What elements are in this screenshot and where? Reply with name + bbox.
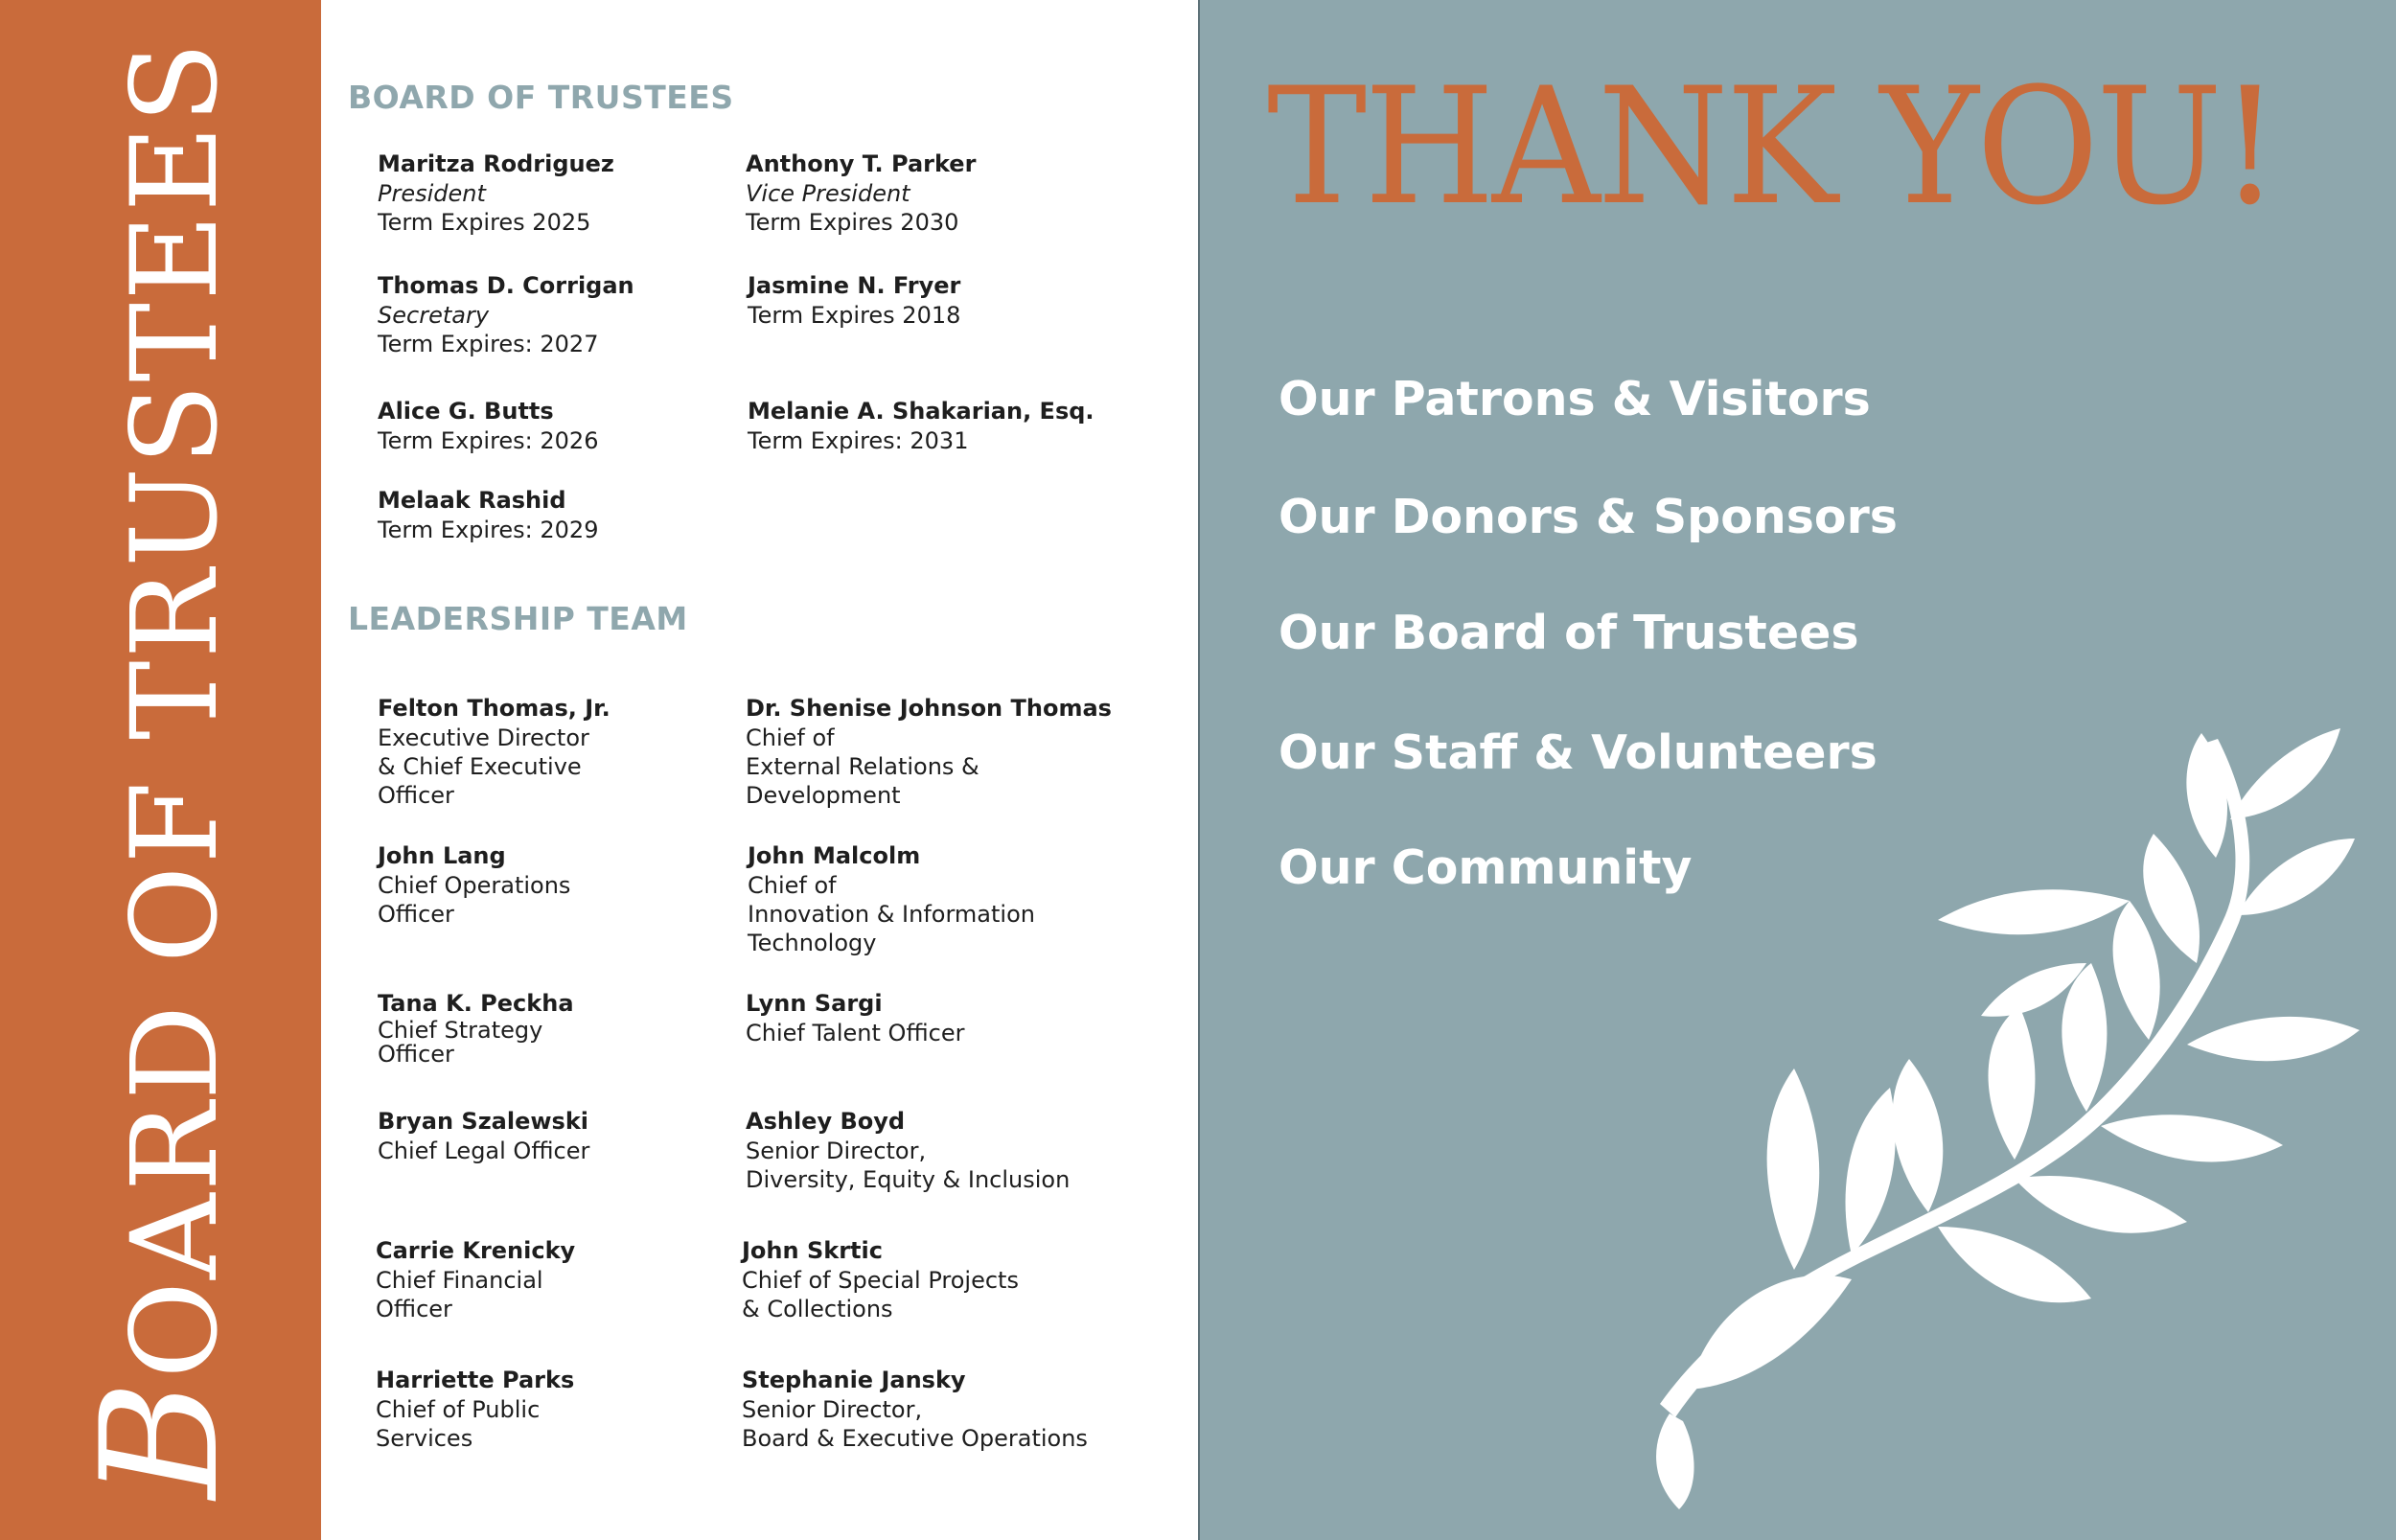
leader bbox=[746, 988, 1129, 1047]
leader-title-line: Officer bbox=[376, 1296, 452, 1322]
leader bbox=[742, 1235, 1125, 1323]
board-member bbox=[748, 270, 1131, 330]
leader-title-line: Services bbox=[376, 1425, 473, 1452]
board-heading: BOARD OF TRUSTEES bbox=[348, 79, 734, 116]
leader-name: Ashley Boyd bbox=[746, 1108, 906, 1135]
sidebar-panel bbox=[0, 0, 321, 1540]
thank-you-item: Our Donors & Sponsors bbox=[1279, 490, 1898, 544]
leader bbox=[378, 988, 761, 1067]
member-name: Jasmine N. Fryer bbox=[748, 272, 961, 299]
board-member bbox=[746, 149, 1129, 237]
leader bbox=[378, 1106, 761, 1165]
leader-name: Tana K. Peckha bbox=[378, 990, 574, 1017]
member-term: Term Expires 2030 bbox=[746, 209, 959, 236]
leader-title-line: Officer bbox=[378, 1041, 454, 1068]
member-term: Term Expires: 2026 bbox=[378, 427, 599, 454]
leader bbox=[376, 1365, 759, 1453]
leader-title-line: Innovation & Information bbox=[748, 901, 1035, 928]
leader-title-line: Officer bbox=[378, 782, 454, 809]
leader-name: Carrie Krenicky bbox=[376, 1237, 576, 1264]
roster-panel bbox=[321, 0, 1198, 1540]
leader-name: Stephanie Jansky bbox=[742, 1367, 966, 1393]
member-name: Melaak Rashid bbox=[378, 487, 566, 514]
member-role: Secretary bbox=[378, 302, 490, 329]
leader-title-line: Chief Strategy bbox=[378, 1017, 543, 1044]
leader bbox=[378, 840, 761, 929]
leader bbox=[376, 1235, 759, 1323]
member-term: Term Expires: 2027 bbox=[378, 331, 599, 357]
leader-title-line: Chief of bbox=[748, 872, 837, 899]
leader bbox=[378, 693, 761, 810]
member-term: Term Expires 2025 bbox=[378, 209, 591, 236]
leader-title-line: Chief of Special Projects bbox=[742, 1267, 1019, 1294]
member-name: Anthony T. Parker bbox=[746, 150, 977, 177]
leader-title-line: Senior Director, bbox=[746, 1138, 927, 1164]
leader-title-line: Chief of Public bbox=[376, 1396, 541, 1423]
leaf-branch-icon bbox=[1650, 676, 2388, 1538]
leader-name: Felton Thomas, Jr. bbox=[378, 695, 611, 722]
leader-title-line: Chief Talent Officer bbox=[746, 1020, 965, 1046]
board-member bbox=[378, 270, 761, 358]
thank-you-item: Our Board of Trustees bbox=[1279, 606, 1859, 660]
member-name: Thomas D. Corrigan bbox=[378, 272, 634, 299]
vertical-title-rest: OARD OF TRUSTEES bbox=[106, 39, 244, 1379]
vertical-title-initial: B bbox=[66, 1378, 254, 1500]
leader-title-line: Development bbox=[746, 782, 901, 809]
leader bbox=[746, 693, 1129, 810]
thank-you-heading: THANK YOU! bbox=[1267, 53, 2278, 241]
leader-title-line: Senior Director, bbox=[742, 1396, 923, 1423]
member-term: Term Expires: 2031 bbox=[748, 427, 969, 454]
leader-title-line: Executive Director bbox=[378, 724, 589, 751]
leader-title-line: Chief Legal Officer bbox=[378, 1138, 590, 1164]
leader-title-line: Board & Executive Operations bbox=[742, 1425, 1088, 1452]
leader-title-line: Chief Operations bbox=[378, 872, 571, 899]
leader-name: Bryan Szalewski bbox=[378, 1108, 589, 1135]
leader-title-line: Diversity, Equity & Inclusion bbox=[746, 1166, 1071, 1193]
leader-title-line: Officer bbox=[378, 901, 454, 928]
member-term: Term Expires: 2029 bbox=[378, 517, 599, 543]
leader-name: Lynn Sargi bbox=[746, 990, 883, 1017]
leader-title-line: External Relations & bbox=[746, 753, 979, 780]
leader-name: Harriette Parks bbox=[376, 1367, 575, 1393]
member-term: Term Expires 2018 bbox=[748, 302, 961, 329]
vertical-title bbox=[66, 40, 254, 1499]
member-name: Alice G. Butts bbox=[378, 398, 554, 425]
leader-title-line: & Collections bbox=[742, 1296, 893, 1322]
board-member bbox=[378, 396, 761, 455]
leader-title-line: Technology bbox=[748, 930, 877, 956]
thank-you-item: Our Patrons & Visitors bbox=[1279, 372, 1871, 426]
leader-name: John Malcolm bbox=[748, 842, 921, 869]
leader bbox=[748, 840, 1131, 957]
board-member bbox=[378, 149, 761, 237]
leader-title-line: & Chief Executive bbox=[378, 753, 582, 780]
board-member bbox=[748, 396, 1131, 455]
member-name: Melanie A. Shakarian, Esq. bbox=[748, 398, 1094, 425]
thank-you-panel bbox=[1200, 0, 2396, 1540]
leader bbox=[742, 1365, 1125, 1453]
member-role: Vice President bbox=[746, 180, 910, 207]
board-member bbox=[378, 485, 761, 544]
leadership-heading: LEADERSHIP TEAM bbox=[348, 600, 688, 637]
leader-title-line: Chief Financial bbox=[376, 1267, 543, 1294]
leader bbox=[746, 1106, 1129, 1194]
thank-you-item: Our Staff & Volunteers bbox=[1279, 725, 1878, 780]
leader-title-line: Chief of bbox=[746, 724, 835, 751]
leader-name: John Skrtic bbox=[742, 1237, 883, 1264]
leader-name: Dr. Shenise Johnson Thomas bbox=[746, 695, 1112, 722]
thank-you-item: Our Community bbox=[1279, 840, 1693, 895]
leader-name: John Lang bbox=[378, 842, 506, 869]
member-role: President bbox=[378, 180, 486, 207]
member-name: Maritza Rodriguez bbox=[378, 150, 614, 177]
